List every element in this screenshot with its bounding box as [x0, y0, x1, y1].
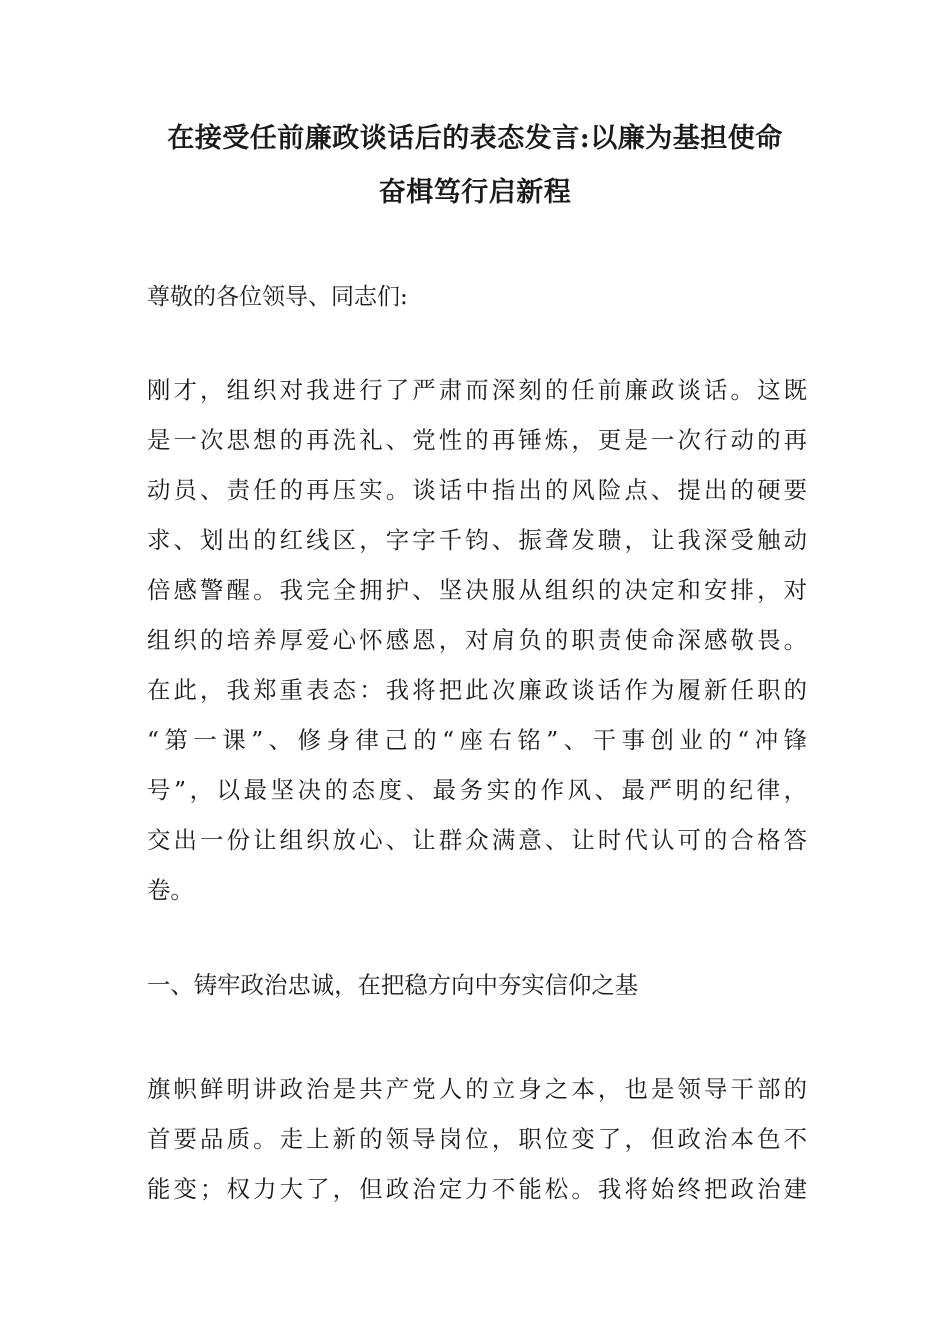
paragraph-line: 组织的培养厚爱心怀感恩，对肩负的职责使命深感敬畏。	[147, 626, 807, 654]
title-line-1: 在接受任前廉政谈话后的表态发言:以廉为基担使命	[167, 123, 783, 154]
paragraph-line: 动员、责任的再压实。谈话中指出的风险点、提出的硬要	[147, 476, 807, 504]
paragraph-1	[147, 365, 807, 915]
paragraph-line: 求、划出的红线区，字字千钧、振聋发聩，让我深受触动	[147, 526, 807, 554]
section-1-heading: 一、铸牢政治忠诚，在把稳方向中夯实信仰之基	[147, 971, 639, 999]
paragraph-line: “第一课”、修身律己的“座右铭”、干事创业的“冲锋	[147, 726, 807, 754]
paragraph-line: 倍感警醒。我完全拥护、坚决服从组织的决定和安排，对	[147, 576, 807, 604]
paragraph-line: 能变；权力大了，但政治定力不能松。我将始终把政治建	[147, 1175, 807, 1203]
title-line-2: 奋楫笃行启新程	[378, 177, 572, 208]
paragraph-2	[147, 1064, 807, 1214]
document-title	[120, 112, 830, 220]
paragraph-line: 卷。	[147, 876, 194, 904]
salutation: 尊敬的各位领导、同志们:	[147, 284, 408, 310]
paragraph-line: 刚才，组织对我进行了严肃而深刻的任前廉政谈话。这既	[147, 376, 807, 404]
paragraph-line: 旗帜鲜明讲政治是共产党人的立身之本，也是领导干部的	[147, 1075, 807, 1103]
paragraph-line: 是一次思想的再洗礼、党性的再锤炼，更是一次行动的再	[147, 426, 807, 454]
paragraph-line: 首要品质。走上新的领导岗位，职位变了，但政治本色不	[147, 1125, 807, 1153]
paragraph-line: 在此，我郑重表态：我将把此次廉政谈话作为履新任职的	[147, 676, 807, 704]
paragraph-line: 交出一份让组织放心、让群众满意、让时代认可的合格答	[147, 826, 807, 854]
paragraph-line: 号”，以最坚决的态度、最务实的作风、最严明的纪律，	[147, 776, 807, 804]
